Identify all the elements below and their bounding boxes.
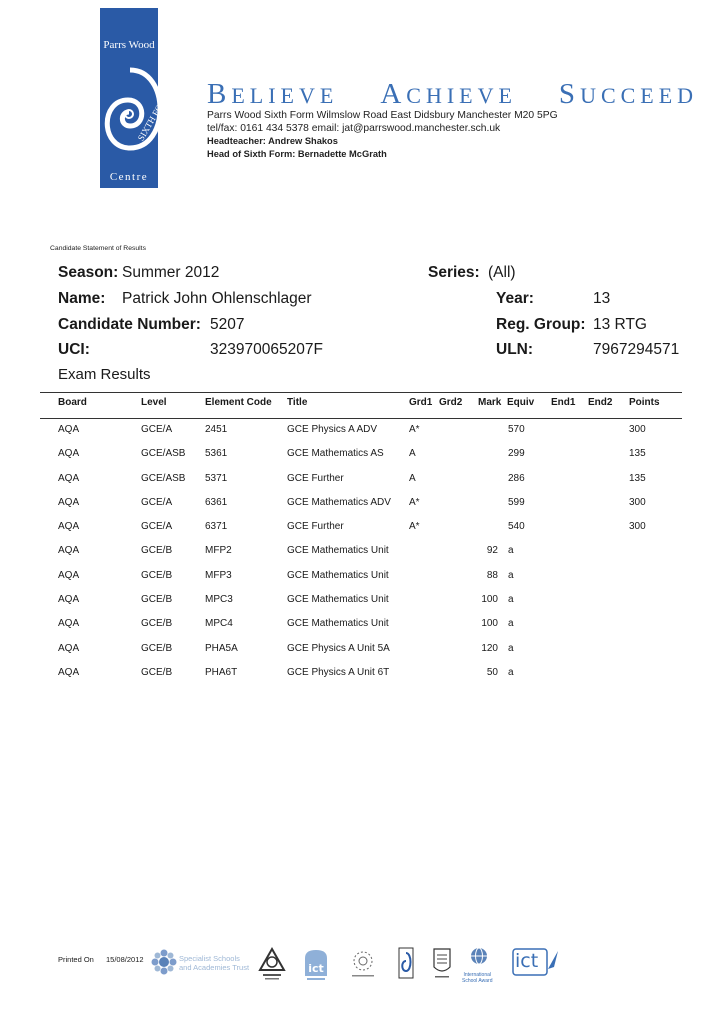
cell-code: PHA5A xyxy=(205,642,238,654)
cell-board: AQA xyxy=(58,545,80,557)
cell-board: AQA xyxy=(58,521,80,533)
school-motto xyxy=(207,78,698,111)
ss-text-line2: and Academies Trust xyxy=(179,963,250,972)
telfax-line: tel/fax: 0161 434 5378 email: jat@parrswood.manchester.sch.uk xyxy=(207,122,501,134)
headteacher-line: Headteacher: Andrew Shakos xyxy=(207,136,338,146)
cell-mark: 120 xyxy=(481,642,498,654)
cell-equiv: 599 xyxy=(508,496,525,508)
reg-group-label: Reg. Group: xyxy=(496,316,586,333)
cell-mark: 100 xyxy=(481,594,498,606)
header-mark: Mark xyxy=(478,397,502,408)
cell-title: GCE Physics A ADV xyxy=(287,424,378,435)
name-value: Patrick John Ohlenschlager xyxy=(122,290,312,307)
cell-code: PHA6T xyxy=(205,666,238,678)
reg-group-value: 13 RTG xyxy=(593,316,647,333)
cell-code: 6371 xyxy=(205,521,228,533)
series-value: (All) xyxy=(488,264,516,281)
cell-mark: 50 xyxy=(486,666,498,678)
cell-equiv: a xyxy=(508,569,514,581)
cell-board: AQA xyxy=(58,666,80,678)
header-title: Title xyxy=(287,397,308,408)
cell-level: GCE/ASB xyxy=(141,472,186,484)
cell-board: AQA xyxy=(58,472,80,484)
statement-title: Candidate Statement of Results xyxy=(50,245,146,252)
name-label: Name: xyxy=(58,290,106,307)
candidate-number-value: 5207 xyxy=(210,316,245,333)
cell-code: 5361 xyxy=(205,448,228,460)
logo-text-top: Parrs Wood xyxy=(103,39,155,51)
cell-equiv: 540 xyxy=(508,521,525,533)
intl-text-line1: International xyxy=(463,972,491,978)
uln-value: 7967294571 xyxy=(593,341,680,358)
cell-level: GCE/A xyxy=(141,521,173,533)
cell-title: GCE Mathematics ADV xyxy=(287,496,391,508)
svg-text:ict: ict xyxy=(308,962,324,975)
series-label: Series: xyxy=(428,264,480,281)
cell-equiv: 286 xyxy=(508,472,525,484)
specialist-schools-logo xyxy=(151,949,177,980)
table-row xyxy=(0,594,723,618)
cell-grd1: A* xyxy=(409,424,420,435)
logo-text-arc: SIXTH FORM xyxy=(135,90,172,143)
uci-value: 323970065207F xyxy=(210,341,323,358)
cell-grd1: A* xyxy=(409,521,420,533)
intl-text-line2: School Award xyxy=(462,978,493,984)
header-grd2: Grd2 xyxy=(439,397,463,408)
cell-level: GCE/A xyxy=(141,424,173,435)
cell-board: AQA xyxy=(58,594,80,606)
table-row xyxy=(0,473,723,497)
table-row xyxy=(0,643,723,667)
cell-level: GCE/ASB xyxy=(141,448,186,460)
header-end1: End1 xyxy=(551,397,576,408)
cell-board: AQA xyxy=(58,424,80,435)
cell-equiv: 299 xyxy=(508,448,525,460)
cell-equiv: a xyxy=(508,618,514,630)
cell-equiv: 570 xyxy=(508,424,525,435)
cell-equiv: a xyxy=(508,545,514,557)
cell-grd1: A* xyxy=(409,496,420,508)
cell-code: MPC3 xyxy=(205,594,233,606)
cell-mark: 100 xyxy=(481,618,498,630)
cell-level: GCE/A xyxy=(141,496,173,508)
cell-level: GCE/B xyxy=(141,618,173,630)
cell-mark: 92 xyxy=(486,545,498,557)
cell-title: GCE Mathematics Unit xyxy=(287,569,389,581)
cell-level: GCE/B xyxy=(141,642,173,654)
header-equiv: Equiv xyxy=(507,397,535,408)
table-row xyxy=(0,448,723,472)
table-row xyxy=(0,497,723,521)
table-row xyxy=(0,570,723,594)
cell-points: 135 xyxy=(629,448,646,460)
cell-title: GCE Further xyxy=(287,521,344,533)
table-header-rule xyxy=(40,418,682,419)
ict-box-text: ict xyxy=(515,950,539,972)
school-logo xyxy=(100,8,172,188)
cell-equiv: a xyxy=(508,666,514,678)
motto-word-achieve: ACHIEVE xyxy=(380,78,517,110)
international-school-globe-icon xyxy=(469,946,489,971)
fa-charter-logo xyxy=(432,947,452,986)
header-element-code: Element Code xyxy=(205,397,272,408)
international-school-award-text xyxy=(462,972,492,984)
cell-level: GCE/B xyxy=(141,594,173,606)
header-grd1: Grd1 xyxy=(409,397,433,408)
table-row xyxy=(0,424,723,448)
uln-label: ULN: xyxy=(496,341,534,358)
cell-points: 135 xyxy=(629,472,646,484)
table-row xyxy=(0,618,723,642)
cell-grd1: A xyxy=(409,448,416,460)
motto-word-succeed: SUCCEED xyxy=(558,78,699,110)
season-value: Summer 2012 xyxy=(122,264,220,281)
year-label: Year: xyxy=(496,290,534,307)
cell-points: 300 xyxy=(629,521,646,533)
header-level: Level xyxy=(141,397,167,408)
cell-title: GCE Further xyxy=(287,472,344,484)
cell-points: 300 xyxy=(629,424,646,435)
table-row xyxy=(0,667,723,691)
cell-board: AQA xyxy=(58,496,80,508)
cell-board: AQA xyxy=(58,642,80,654)
cell-board: AQA xyxy=(58,618,80,630)
cell-equiv: a xyxy=(508,594,514,606)
cell-title: GCE Physics A Unit 5A xyxy=(287,642,390,654)
year-value: 13 xyxy=(593,290,611,307)
cell-code: MFP2 xyxy=(205,545,232,557)
ict-mark-logo xyxy=(303,948,329,987)
cell-grd1: A xyxy=(409,472,416,484)
cell-points: 300 xyxy=(629,496,646,508)
table-top-rule xyxy=(40,392,682,393)
cell-level: GCE/B xyxy=(141,569,173,581)
cell-code: 6361 xyxy=(205,496,228,508)
candidate-number-label: Candidate Number: xyxy=(58,316,201,333)
investors-in-people-logo xyxy=(349,948,377,985)
printed-on-label: Printed On xyxy=(58,955,94,964)
contact-block xyxy=(207,110,558,160)
specialist-schools-text xyxy=(179,954,249,972)
cell-code: 5371 xyxy=(205,472,228,484)
header-end2: End2 xyxy=(588,397,613,408)
cell-board: AQA xyxy=(58,448,80,460)
technology-college-logo xyxy=(257,946,287,987)
cell-equiv: a xyxy=(508,642,514,654)
address-line: Parrs Wood Sixth Form Wilmslow Road East Didsbury Manchester M20 5PG xyxy=(207,110,558,121)
cell-board: AQA xyxy=(58,569,80,581)
cell-level: GCE/B xyxy=(141,545,173,557)
cell-code: MPC4 xyxy=(205,618,233,630)
cell-title: GCE Mathematics Unit xyxy=(287,594,389,606)
exam-results-heading: Exam Results xyxy=(58,366,151,383)
cell-title: GCE Mathematics Unit xyxy=(287,545,389,557)
cell-title: GCE Mathematics AS xyxy=(287,448,384,460)
cell-title: GCE Physics A Unit 6T xyxy=(287,666,390,678)
uci-label: UCI: xyxy=(58,341,90,358)
cell-level: GCE/B xyxy=(141,666,173,678)
ss-text-line1: Specialist Schools xyxy=(179,954,240,963)
cell-code: MFP3 xyxy=(205,569,232,581)
results-table-body xyxy=(0,424,723,691)
head-sixth-form-line: Head of Sixth Form: Bernadette McGrath xyxy=(207,148,387,159)
table-row xyxy=(0,545,723,569)
cell-code: 2451 xyxy=(205,424,228,435)
sixth-form-badge-logo xyxy=(398,947,414,984)
logo-text-bottom: Centre xyxy=(109,171,149,183)
printed-on-date: 15/08/2012 xyxy=(106,955,144,964)
season-label: Season: xyxy=(58,264,119,281)
table-row xyxy=(0,521,723,545)
header-board: Board xyxy=(58,397,87,408)
header-points: Points xyxy=(629,397,660,408)
cell-title: GCE Mathematics Unit xyxy=(287,618,389,630)
motto-word-believe: BELIEVE xyxy=(207,78,339,110)
cell-mark: 88 xyxy=(486,569,498,581)
